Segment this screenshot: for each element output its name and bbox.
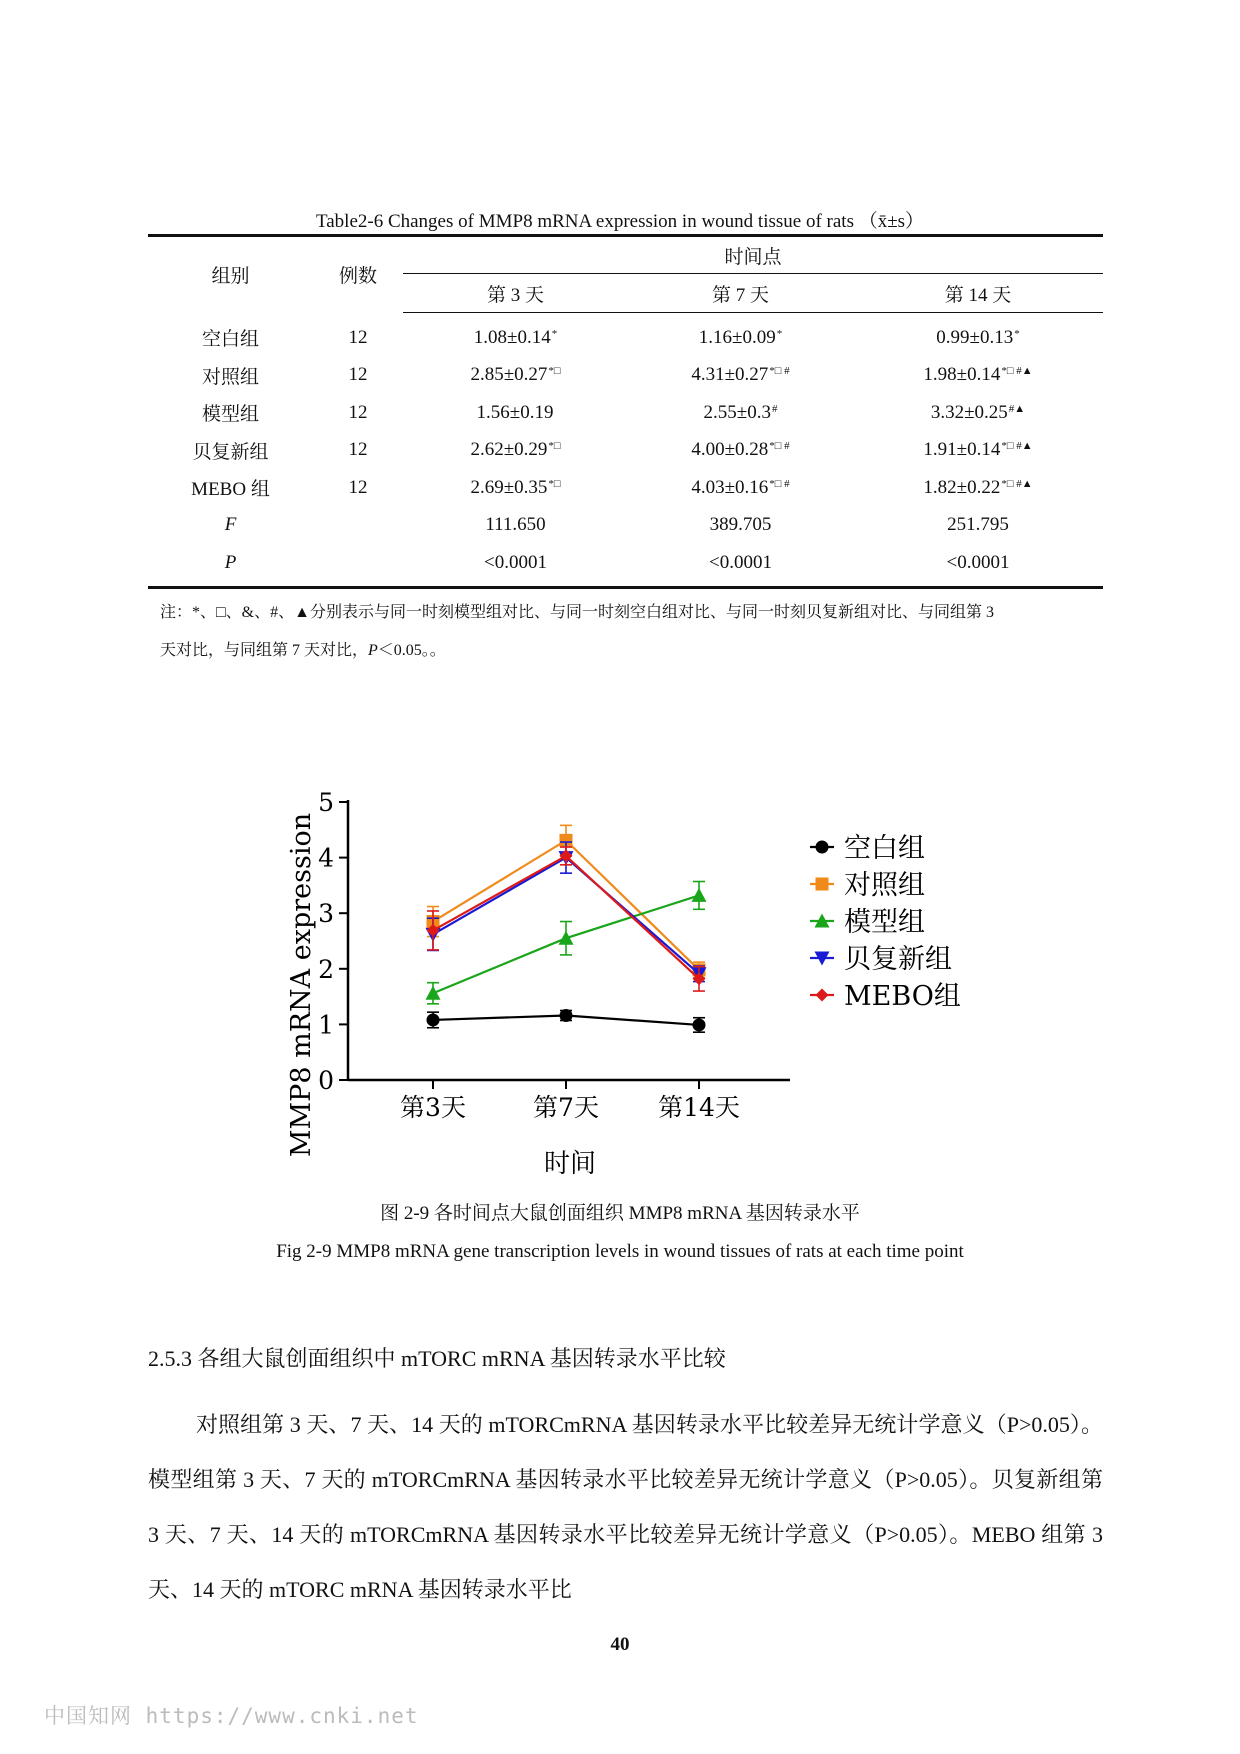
x-tick-label: 第3天: [400, 1093, 466, 1122]
table-row: [148, 313, 1103, 357]
cell-group: MEBO 组: [191, 479, 270, 501]
legend-label: 贝复新组: [844, 944, 952, 975]
watermark: 中国知网 https://www.cnki.net: [44, 1704, 419, 1728]
cell-d14: 1.98±0.14*□ #▲: [923, 364, 1033, 386]
cell-f-d3: 111.650: [485, 514, 546, 536]
table-row-f: [148, 507, 1103, 545]
legend-label: 对照组: [844, 870, 925, 901]
line-chart: [270, 780, 970, 1190]
note-line-1: 注：*、□、&、#、▲分别表示与同一时刻模型组对比、与同一时刻空白组对比、与同一时刻贝复新组对比、与同组第 3: [160, 604, 994, 621]
header-group: 组别: [148, 236, 313, 313]
header-n: 例数: [313, 236, 403, 313]
figure-caption-en: Fig 2-9 MMP8 mRNA gene transcription levels in wound tissues of rats at each time point: [276, 1241, 964, 1262]
legend-label: MEBO组: [844, 981, 961, 1012]
header-day7: 第 7 天: [628, 274, 853, 313]
table-note: [160, 594, 1105, 670]
table-row: [148, 394, 1103, 432]
cell-d7: 4.31±0.27*□ #: [691, 364, 790, 386]
table-row-p: [148, 544, 1103, 587]
cell-p-d14: <0.0001: [853, 544, 1103, 587]
note-line-2: 天对比，与同组第 7 天对比，P＜0.05。。: [160, 642, 446, 659]
y-tick-label: 3: [318, 899, 334, 929]
cell-d14: 0.99±0.13*: [936, 326, 1020, 348]
cell-p-d3: <0.0001: [403, 544, 628, 587]
cell-n: 12: [348, 326, 368, 348]
table-row: [148, 357, 1103, 395]
page-number: 40: [610, 1634, 630, 1655]
cell-n: 12: [348, 476, 368, 498]
data-table: [148, 234, 1103, 589]
cell-d3: 2.69±0.35*□: [470, 476, 561, 498]
legend-label: 模型组: [844, 907, 925, 938]
data-point: [693, 1018, 706, 1031]
x-tick-label: 第14天: [658, 1093, 740, 1122]
x-axis-label: 时间: [543, 1149, 597, 1179]
cell-p-d7: <0.0001: [628, 544, 853, 587]
legend-marker: [816, 878, 829, 891]
cell-d14: 3.32±0.25#▲: [930, 401, 1026, 423]
cell-f-d7: 389.705: [709, 514, 772, 536]
legend-marker: [816, 841, 829, 854]
table-row: [148, 432, 1103, 470]
y-tick-label: 2: [318, 954, 334, 984]
y-tick-label: 1: [318, 1010, 334, 1040]
cell-n: 12: [348, 439, 368, 461]
cell-group: 空白组: [201, 329, 259, 350]
data-point: [559, 931, 574, 945]
series-line: [433, 856, 699, 979]
cell-d14: 1.82±0.22*□ #▲: [923, 476, 1033, 498]
header-day14: 第 14 天: [853, 274, 1103, 313]
y-tick-label: 0: [318, 1066, 334, 1095]
cell-group: 贝复新组: [192, 441, 269, 463]
data-point: [692, 888, 707, 902]
cell-d7: 1.16±0.09*: [698, 326, 783, 348]
cell-d14: 1.91±0.14*□ #▲: [923, 439, 1033, 461]
table-row: [148, 469, 1103, 507]
cell-d7: 4.03±0.16*□ #: [691, 476, 790, 498]
data-point: [560, 1009, 573, 1022]
section-heading: 2.5.3 各组大鼠创面组织中 mTORC mRNA 基因转录水平比较: [148, 1346, 726, 1371]
cell-group: 模型组: [201, 404, 259, 426]
series-line: [433, 858, 699, 974]
y-tick-label: 5: [318, 788, 334, 817]
cell-d3: 2.62±0.29*□: [470, 439, 561, 461]
figure-caption-cn: 图 2-9 各时间点大鼠创面组织 MMP8 mRNA 基因转录水平: [380, 1203, 860, 1224]
cell-d3: 1.08±0.14*: [473, 326, 558, 348]
table-caption: Table2-6 Changes of MMP8 mRNA expression in wound tissue of rats （x̄±s）: [315, 211, 925, 232]
y-tick-label: 4: [318, 843, 334, 873]
cell-f-d14: 251.795: [947, 514, 1009, 536]
header-timepoint: 时间点: [403, 236, 1103, 274]
data-point: [426, 986, 441, 1000]
cell-p-label: P: [148, 544, 313, 587]
cell-n: 12: [348, 364, 368, 386]
cell-d3: 2.85±0.27*□: [470, 364, 561, 386]
cell-d3: 1.56±0.19: [476, 401, 554, 423]
legend-label: 空白组: [844, 833, 925, 864]
cell-d7: 4.00±0.28*□ #: [691, 439, 790, 461]
body-paragraph: 对照组第 3 天、7 天、14 天的 mTORCmRNA 基因转录水平比较差异无统计学意义（P>0.05）。模型组第 3 天、7 天的 mTORCmRNA 基因转录水平比较差异无统计学意义（P>0.05）。贝复新组第 3 天、7 天、14 天的 mTORCmRNA 基因转录水平比较差异无统计学意义（P>0.05）。MEBO 组第 3 天、14 天的 mTORC mRNA 基因转录水平比: [148, 1412, 1103, 1602]
legend-marker: [816, 989, 829, 1002]
data-point: [427, 1013, 440, 1026]
cell-group: 对照组: [201, 366, 259, 388]
cell-n: 12: [348, 401, 368, 423]
y-axis-label: MMP8 mRNA expression: [286, 812, 317, 1158]
x-tick-label: 第7天: [533, 1093, 599, 1122]
header-day3: 第 3 天: [403, 274, 628, 313]
cell-d7: 2.55±0.3#: [703, 401, 778, 423]
cell-f-label: F: [224, 514, 237, 536]
